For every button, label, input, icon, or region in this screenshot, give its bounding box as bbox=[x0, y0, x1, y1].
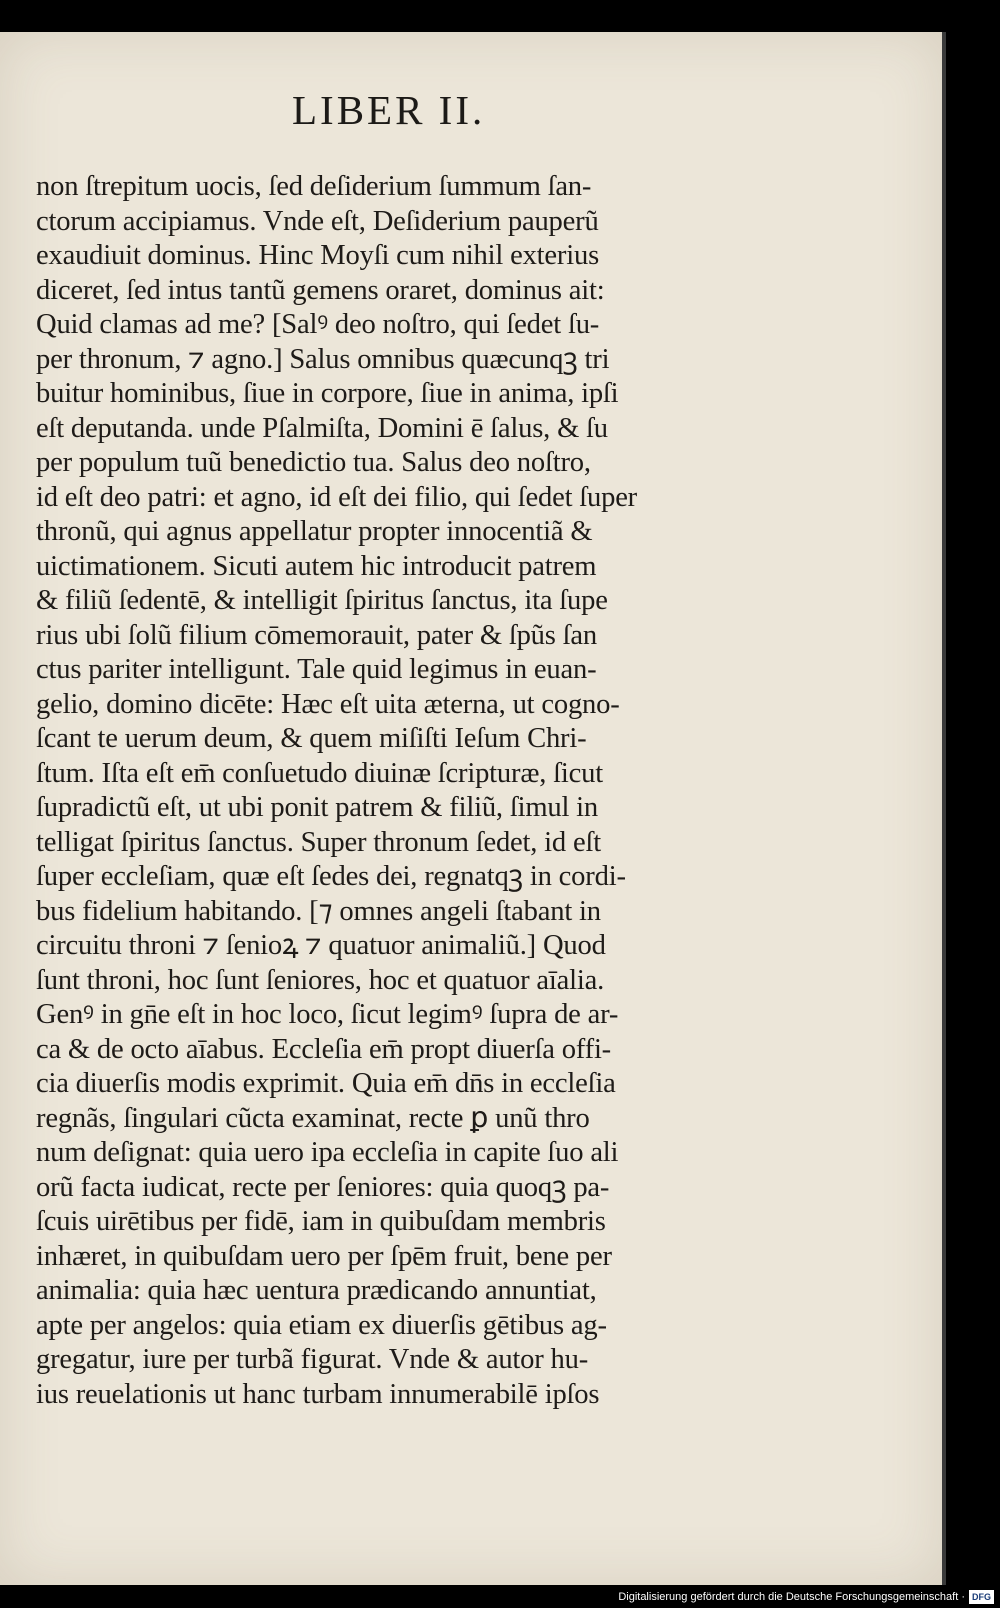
text-line: rius ubi ſolũ filium cōmemorauit, pater & ſpũs ſan bbox=[36, 619, 597, 651]
text-line: ſunt throni, hoc ſunt ſeniores, hoc et quatuor aīalia. bbox=[36, 964, 605, 996]
text-line: ſupradictũ eſt, ut ubi ponit patrem & filiũ, ſimul in bbox=[36, 792, 598, 823]
text-line: id eſt deo patri: et agno, id eſt dei filio, qui ſedet ſuper bbox=[36, 481, 638, 513]
text-line: eſt deputanda. unde Pſalmiſta, Domini ē ſalus, & ſu bbox=[36, 412, 608, 444]
text-line: animalia: quia hæc uentura prædicando annuntiat, bbox=[36, 1275, 597, 1306]
text-line: & filiũ ſedentē, & intelligit ſpiritus ſanctus, ita ſupe bbox=[36, 585, 608, 616]
book-page bbox=[0, 32, 946, 1585]
text-line: apte per angelos: quia etiam ex diuerſis gētibus ag- bbox=[36, 1309, 607, 1341]
text-line: ſcuis uirētibus per fidē, iam in quibuſdam membris bbox=[36, 1206, 606, 1237]
text-line: circuitu throni ⁊ ſenioꝝ ⁊ quatuor animaliũ.] Quod bbox=[36, 930, 606, 961]
credit-text: Digitalisierung gefördert durch die Deutsche Forschungsgemeinschaft · bbox=[618, 1591, 965, 1603]
text-line: per thronum, ⁊ agno.] Salus omnibus quæcunqꝫ tri bbox=[36, 343, 610, 375]
text-line: Genꝰ in gn̄e eſt in hoc loco, ſicut legimꝰ ſupra de ar- bbox=[36, 999, 619, 1030]
text-line: ctus pariter intelligunt. Tale quid legimus in euan- bbox=[36, 654, 597, 685]
digitization-credit bbox=[618, 1590, 994, 1604]
dfg-logo-icon: DFG bbox=[969, 1590, 994, 1604]
text-line: gregatur, iure per turbã figurat. Vnde & autor hu- bbox=[36, 1344, 589, 1375]
text-line: ſcant te uerum deum, & quem miſiſti Ieſum Chri- bbox=[36, 723, 587, 754]
text-line: thronũ, qui agnus appellatur propter innocentiã & bbox=[36, 516, 593, 547]
text-line: buitur hominibus, ſiue in corpore, ſiue in anima, ipſi bbox=[36, 378, 619, 409]
running-head: LIBER II. bbox=[292, 87, 486, 133]
text-line: ca & de octo aīabus. Eccleſia em̄ propt diuerſa offi- bbox=[36, 1033, 612, 1065]
text-line: orũ facta iudicat, recte per ſeniores: quia quoqꝫ pa- bbox=[36, 1171, 610, 1203]
text-line: per populum tuũ benedictio tua. Salus deo noſtro, bbox=[36, 447, 591, 478]
text-line: inhæret, in quibuſdam uero per ſpēm fruit, bene per bbox=[36, 1240, 612, 1272]
text-line: ius reuelationis ut hanc turbam innumerabilē ipſos bbox=[36, 1378, 600, 1410]
text-line: uictimationem. Sicuti autem hic introducit patrem bbox=[36, 550, 597, 582]
text-line: regnãs, ſingulari cũcta examinat, recte ꝑ unũ thro bbox=[36, 1102, 590, 1134]
text-line: telligat ſpiritus ſanctus. Super thronum ſedet, id eſt bbox=[36, 826, 601, 858]
text-line: non ſtrepitum uocis, ſed deſiderium ſummum ſan- bbox=[36, 171, 592, 202]
page-text-block bbox=[36, 170, 756, 1412]
text-line: ſtum. Iſta eſt em̄ conſuetudo diuinæ ſcripturæ, ſicut bbox=[36, 757, 603, 789]
text-line: exaudiuit dominus. Hinc Moyſi cum nihil exterius bbox=[36, 240, 600, 271]
text-line: num deſignat: quia uero ipa eccleſia in capite ſuo ali bbox=[36, 1137, 619, 1168]
text-line: Quid clamas ad me? [Salꝰ deo noſtro, qui ſedet ſu- bbox=[36, 309, 600, 340]
text-line: ctorum accipiamus. Vnde eſt, Deſiderium pauperũ bbox=[36, 205, 599, 237]
text-line: gelio, domino dicēte: Hæc eſt uita æterna, ut cogno- bbox=[36, 688, 620, 720]
text-line: ſuper eccleſiam, quæ eſt ſedes dei, regnatqꝫ in cordi- bbox=[36, 861, 626, 892]
text-line: bus fidelium habitando. [⁊ omnes angeli ſtabant in bbox=[36, 895, 601, 927]
text-line: diceret, ſed intus tantũ gemens oraret, dominus ait: bbox=[36, 274, 605, 306]
text-line: cia diuerſis modis exprimit. Quia em̄ dn̄s in eccleſia bbox=[36, 1068, 616, 1099]
